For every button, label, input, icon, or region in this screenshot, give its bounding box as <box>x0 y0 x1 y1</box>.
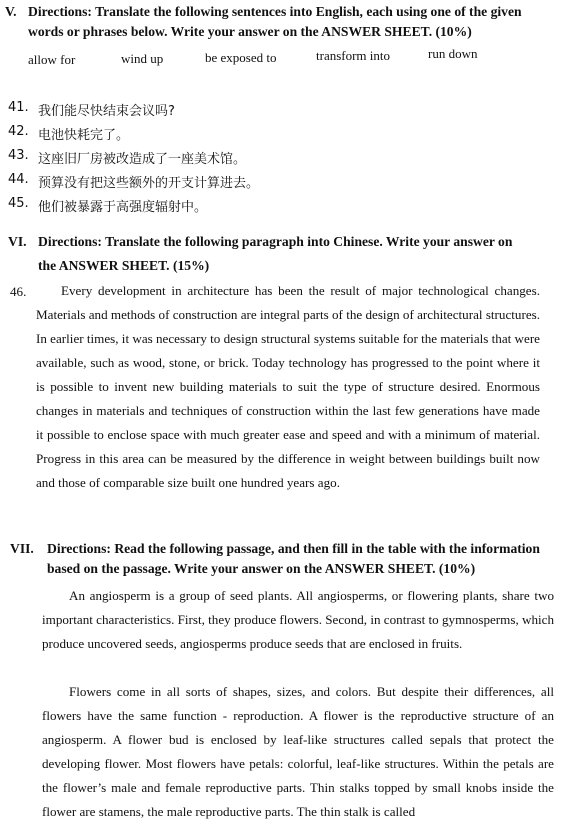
section-vii-heading-line2: based on the passage. Write your answer on the ANSWER SHEET. (10%) <box>47 561 476 576</box>
word-bank-item: run down <box>428 46 478 61</box>
section-vi-heading-line1: Directions: Translate the following paragraph into Chinese. Write your answer on <box>38 234 513 249</box>
section-vii-heading-line1: Directions: Read the following passage, and then fill in the table with the information <box>47 541 540 556</box>
question-number: 45. <box>8 196 29 211</box>
question-text: 预算没有把这些额外的开支计算进去。 <box>38 176 260 191</box>
section-v-heading-line2: words or phrases below. Write your answer on the ANSWER SHEET. (10%) <box>28 24 472 39</box>
question-number: 43. <box>8 148 29 163</box>
reading-paragraph: An angiosperm is a group of seed plants. All angiosperms, or flowering plants, share two important characteristics. First, they produce flowers. Second, in contrast to gymnosperms, which produce uncovered seeds, angiosperms produce seeds that are enclosed in fruits. <box>42 588 554 651</box>
question-number: 44. <box>8 172 29 187</box>
word-bank-item: wind up <box>121 51 164 66</box>
word-bank-item: allow for <box>28 52 76 67</box>
section-vi-numeral: VI. <box>8 234 27 249</box>
section-v-heading-line1: Directions: Translate the following sentences into English, each using one of the given <box>28 4 522 19</box>
question-number: 42. <box>8 124 29 139</box>
question-text: 我们能尽快结束会议吗? <box>38 104 175 119</box>
question-text: 这座旧厂房被改造成了一座美术馆。 <box>38 152 247 167</box>
section-v-numeral: V. <box>5 4 17 19</box>
question-number: 46. <box>10 284 27 299</box>
section-vi-heading-line2: the ANSWER SHEET. (15%) <box>38 258 210 273</box>
translation-paragraph: Every development in architecture has been the result of major technological changes. Materials and methods of construction are integral parts of the design of architectural structures. In earlier times, it was necessary to design structural systems suitable for the materials that were available, such as wood, stone, or brick. Today technology has progressed to the point where it is possible to invent new building materials to suit the type of structure desired. Enormous changes in materials and techniques of construction within the last few generations have made it possible to enclose space with much greater ease and speed and with a minimum of material. Progress in this area can be measured by the difference in weight between buildings built now and those of comparable size built one hundred years ago. <box>36 283 540 490</box>
question-text: 电池快耗完了。 <box>38 128 130 143</box>
question-text: 他们被暴露于高强度辐射中。 <box>38 200 208 215</box>
word-bank-item: transform into <box>316 48 391 63</box>
question-number: 41. <box>8 100 29 115</box>
section-vii-numeral: VII. <box>10 541 34 556</box>
word-bank-item: be exposed to <box>205 50 277 65</box>
reading-paragraph: Flowers come in all sorts of shapes, sizes, and colors. But despite their differences, all flowers have the same function - reproduction. A flower is the reproductive structure of an angiosperm. A flower bud is enclosed by leaf-like structures called sepals that protect the developing flower. Most flowers have petals: colorful, leaf-like structures. Within the petals are the flower’s male and female reproductive parts. Thin stalks topped by small knobs inside the flower are stamens, the male reproductive parts. The thin stalk is called <box>42 684 554 819</box>
